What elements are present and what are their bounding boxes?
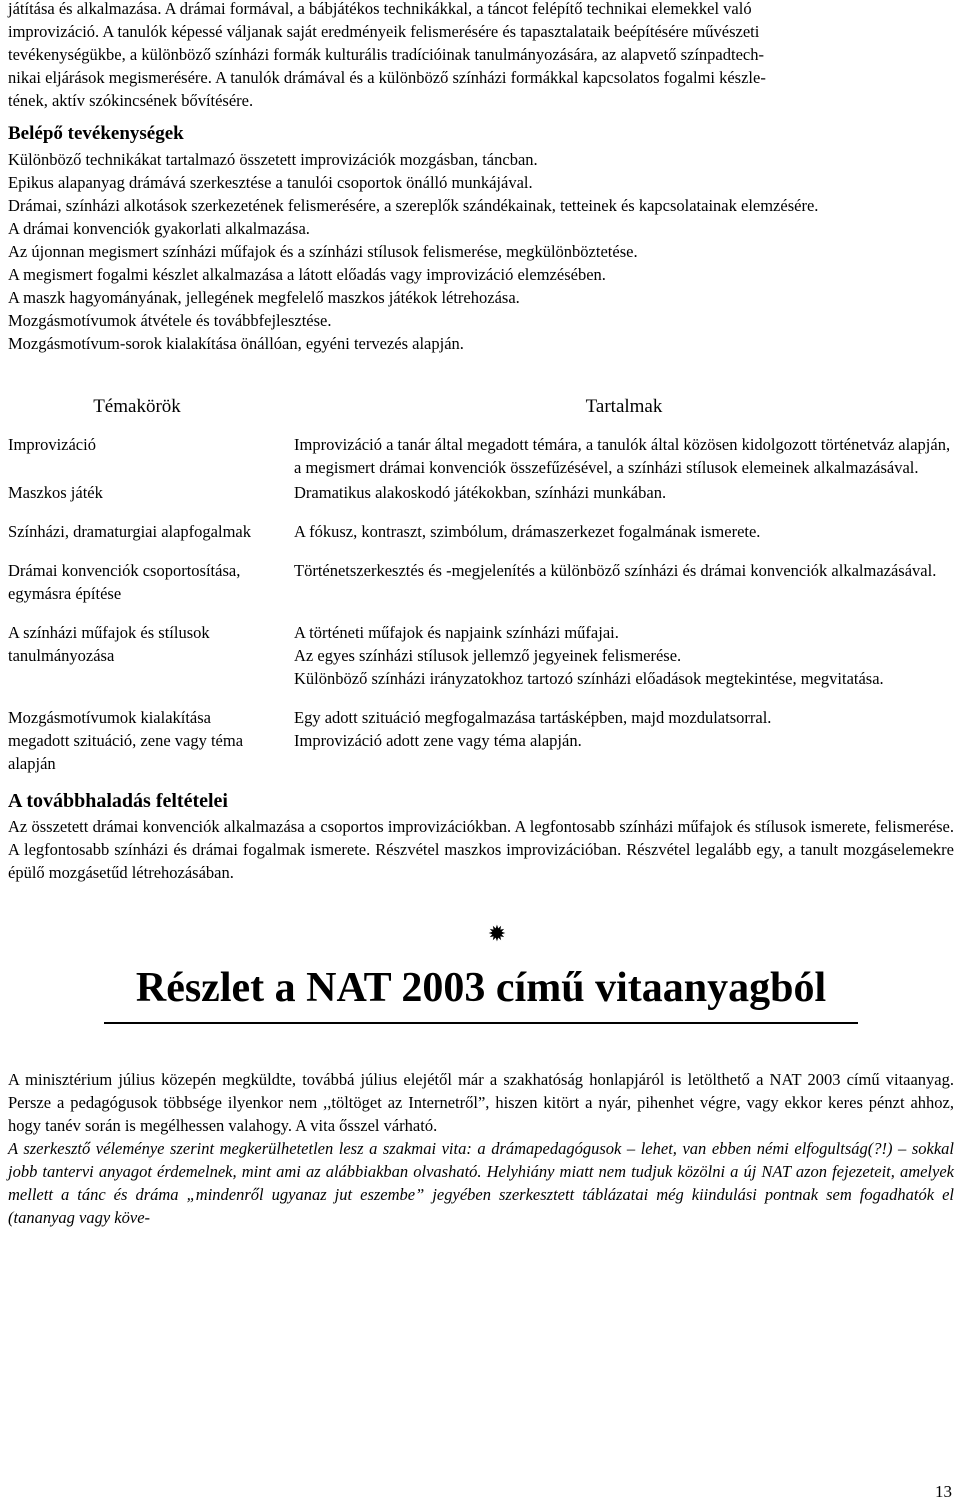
entry-item: A maszk hagyományának, jellegének megfelelő maszkos játékok létrehozása. <box>8 288 520 307</box>
article-title: Részlet a NAT 2003 című vitaanyagból <box>104 960 858 1024</box>
entry-activities-list <box>8 148 954 355</box>
content-cell <box>294 433 954 481</box>
content-cell <box>294 621 954 706</box>
contents-column-header: Tartalmak <box>585 396 663 417</box>
editor-note-paragraph: A szerkesztő véleménye szerint megkerülhetetlen lesz a szakmai vita: a drámapedagógusok – lehet, van ebben némi elfogultság(?!) – sokkal jobb tantervi anyagot érdemelnek, mint ami az alábbiakban olvasható. Helyhiány miatt nem tudjuk közölni a új NAT azon fejezeteit, amelyek mellett a tánc és dráma „mindenről ugyanaz jut eszembe” jegyében szerkesztett táblázatai még kiindulási pontnak sem fogadhatók el (tananyag vagy köve- <box>8 1139 954 1227</box>
topics-table <box>8 393 954 779</box>
entry-item: Drámai, színházi alkotások szerkezetének felismerésére, a szereplők szándékainak, tetteinek és kapcsolatainak elemzésére. <box>8 196 819 215</box>
entry-item: Mozgásmotívum-sorok kialakítása önállóan, egyéni tervezés alapján. <box>8 334 464 353</box>
content-cell <box>294 706 954 779</box>
intro-line: játítása és alkalmazása. A drámai formával, a bábjátékos technikákkal, a táncot felépítő technikai elemekkel való <box>8 0 752 18</box>
content-line: Történetszerkesztés és -megjelenítés a különböző színházi és drámai konvenciók alkalmazásával. <box>294 561 937 580</box>
content-line: A fókusz, kontraszt, szimbólum, drámaszerkezet fogalmának ismerete. <box>294 522 761 541</box>
entry-item: A drámai konvenciók gyakorlati alkalmazása. <box>8 219 310 238</box>
intro-line: tének, aktív szókincsének bővítésére. <box>8 91 254 110</box>
content-line: Különböző színházi irányzatokhoz tartozó színházi előadások megtekintése, megvitatása. <box>294 669 884 688</box>
content-line: A történeti műfajok és napjaink színházi műfajai. <box>294 623 619 642</box>
content-line: Improvizáció adott zene vagy téma alapján. <box>294 731 582 750</box>
topic-cell: Mozgásmotívumok kialakítása megadott szituáció, zene vagy téma alapján <box>8 708 244 773</box>
content-cell <box>294 481 954 520</box>
entry-item: A megismert fogalmi készlet alkalmazása a látott előadás vagy improvizáció elemzésében. <box>8 265 606 284</box>
entry-item: Az újonnan megismert színházi műfajok és a színházi stílusok felismerése, megkülönböztetése. <box>8 242 638 261</box>
intro-line: nikai eljárások megismerésére. A tanulók drámával és a különböző színházi formákkal kapcsolatos fogalmi készle- <box>8 68 766 87</box>
ornament-icon: ✹ <box>487 921 507 946</box>
content-line: Dramatikus alakoskodó játékokban, színházi munkában. <box>294 483 667 502</box>
topic-cell: Improvizáció <box>8 435 96 454</box>
article-paragraph: A minisztérium július közepén megküldte, továbbá július elejétől már a szakhatóság honlapjáról is letölthető a NAT 2003 című vitaanyag. Persze a pedagógusok többsége ilyenkor nem ,,töltöget az Internetről”, hiszen kitört a nyár, pihenhet végre, vagy ekkor keres pénzt ahhoz, hogy tanév során is megélhessen valahogy. A vita ősszel várható. <box>8 1070 954 1135</box>
content-line: Egy adott szituáció megfogalmazása tartásképben, majd mozdulatsorral. <box>294 708 772 727</box>
content-line: Az egyes színházi stílusok jellemző jegyeinek felismerése. <box>294 646 682 665</box>
progress-conditions-heading: A továbbhaladás feltételei <box>8 790 228 812</box>
content-cell <box>294 559 954 621</box>
page-number: 13 <box>935 1482 952 1501</box>
progress-conditions-text: Az összetett drámai konvenciók alkalmazása a csoportos improvizációkban. A legfontosabb színházi műfajok és stílusok ismerete, felismerése. A legfontosabb színházi és drámai fogalmak ismerete. Részvétel maszkos improvizációban. Részvétel legalább egy, a tanult mozgáselemekre épülő mozgásetűd létrehozásában. <box>8 817 954 882</box>
topic-cell: A színházi műfajok és stílusok tanulmányozása <box>8 623 210 665</box>
document-page <box>8 0 954 1229</box>
intro-line: tevékenységükbe, a különböző színházi formák kulturális tradícióinak tanulmányozására, az alapvető színpadtech- <box>8 45 764 64</box>
entry-item: Mozgásmotívumok átvétele és továbbfejlesztése. <box>8 311 332 330</box>
topic-cell: Maszkos játék <box>8 483 103 502</box>
intro-paragraph <box>8 0 954 112</box>
intro-line: improvizáció. A tanulók képessé váljanak saját eredményeik felismerésére és tapasztalataik beépítésére művészeti <box>8 22 760 41</box>
topics-column-header: Témakörök <box>93 396 181 417</box>
content-cell <box>294 520 954 559</box>
entry-activities-heading: Belépő tevékenységek <box>8 123 184 144</box>
content-line: Improvizáció a tanár által megadott témára, a tanulók által közösen kidolgozott történetváz alapján, a megismert drámai konvenciók összefűzésével, a színházi stílusok elemeinek alkalmazásával. <box>294 435 951 477</box>
entry-item: Epikus alapanyag drámává szerkesztése a tanulói csoportok önálló munkájával. <box>8 173 533 192</box>
topic-cell: Drámai konvenciók csoportosítása, egymásra építése <box>8 561 241 603</box>
entry-item: Különböző technikákat tartalmazó összetett improvizációk mozgásban, táncban. <box>8 150 538 169</box>
topic-cell: Színházi, dramaturgiai alapfogalmak <box>8 522 251 541</box>
